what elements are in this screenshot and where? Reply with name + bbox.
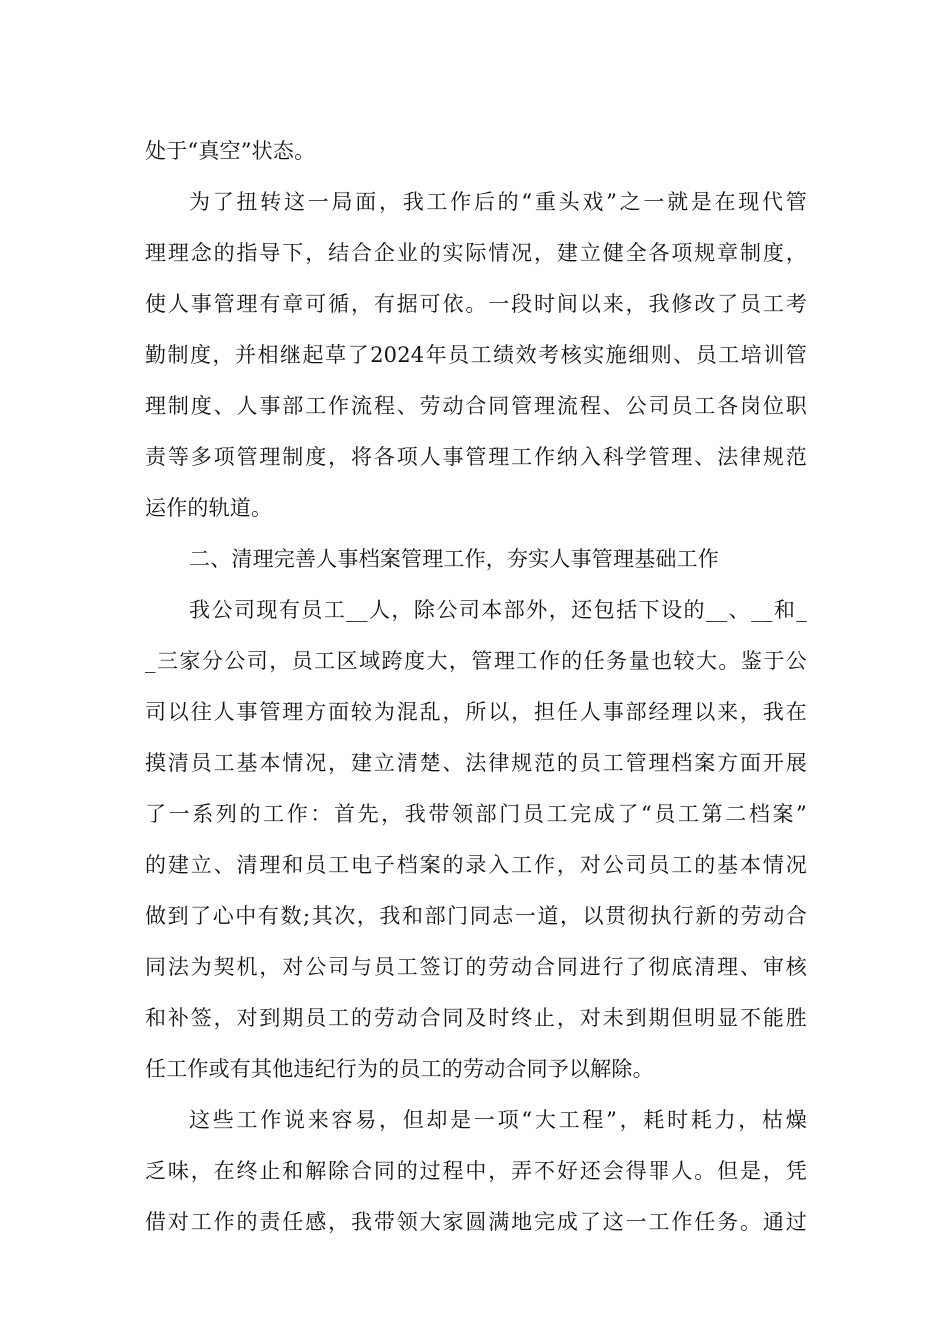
- text-line: 勤制度，并相继起草了2024年员工绩效考核实施细则、员工培训管: [145, 343, 807, 367]
- text-line: 摸清员工基本情况，建立清楚、法律规范的员工管理档案方面开展: [145, 751, 807, 775]
- text-line: 同法为契机，对公司与员工签订的劳动合同进行了彻底清理、审核: [145, 955, 807, 979]
- text-line: 理制度、人事部工作流程、劳动合同管理流程、公司员工各岗位职: [145, 394, 807, 418]
- paragraph-first-line: 这些工作说来容易，但却是一项“大工程”，耗时耗力，枯燥: [189, 1108, 807, 1132]
- paragraph-first-line: 为了扭转这一局面，我工作后的“重头戏”之一就是在现代管: [189, 190, 807, 214]
- text-line: 和补签，对到期员工的劳动合同及时终止，对未到期但明显不能胜: [145, 1006, 807, 1030]
- text-line: 的建立、清理和员工电子档案的录入工作，对公司员工的基本情况: [145, 853, 807, 877]
- text-line: 责等多项管理制度，将各项人事管理工作纳入科学管理、法律规范: [145, 445, 807, 469]
- section-heading: 二、清理完善人事档案管理工作，夯实人事管理基础工作: [189, 547, 719, 571]
- text-line: 理理念的指导下，结合企业的实际情况，建立健全各项规章制度，: [145, 241, 807, 265]
- text-line: _三家分公司，员工区域跨度大，管理工作的任务量也较大。鉴于公: [145, 649, 807, 673]
- text-line: 做到了心中有数;其次，我和部门同志一道，以贯彻执行新的劳动合: [145, 904, 807, 928]
- paragraph-first-line: 我公司现有员工__人，除公司本部外，还包括下设的__、__和_: [189, 598, 807, 622]
- text-line: 借对工作的责任感，我带领大家圆满地完成了这一工作任务。通过: [145, 1210, 807, 1234]
- text-line: 了一系列的工作：首先，我带领部门员工完成了“员工第二档案”: [145, 802, 807, 826]
- text-line: 运作的轨道。: [145, 496, 273, 520]
- text-line: 乏味，在终止和解除合同的过程中，弄不好还会得罪人。但是，凭: [145, 1159, 807, 1183]
- text-line: 处于“真空”状态。: [145, 139, 316, 163]
- text-line: 使人事管理有章可循，有据可依。一段时间以来，我修改了员工考: [145, 292, 807, 316]
- text-line: 司以往人事管理方面较为混乱，所以，担任人事部经理以来，我在: [145, 700, 807, 724]
- text-line: 任工作或有其他违纪行为的员工的劳动合同予以解除。: [145, 1057, 654, 1081]
